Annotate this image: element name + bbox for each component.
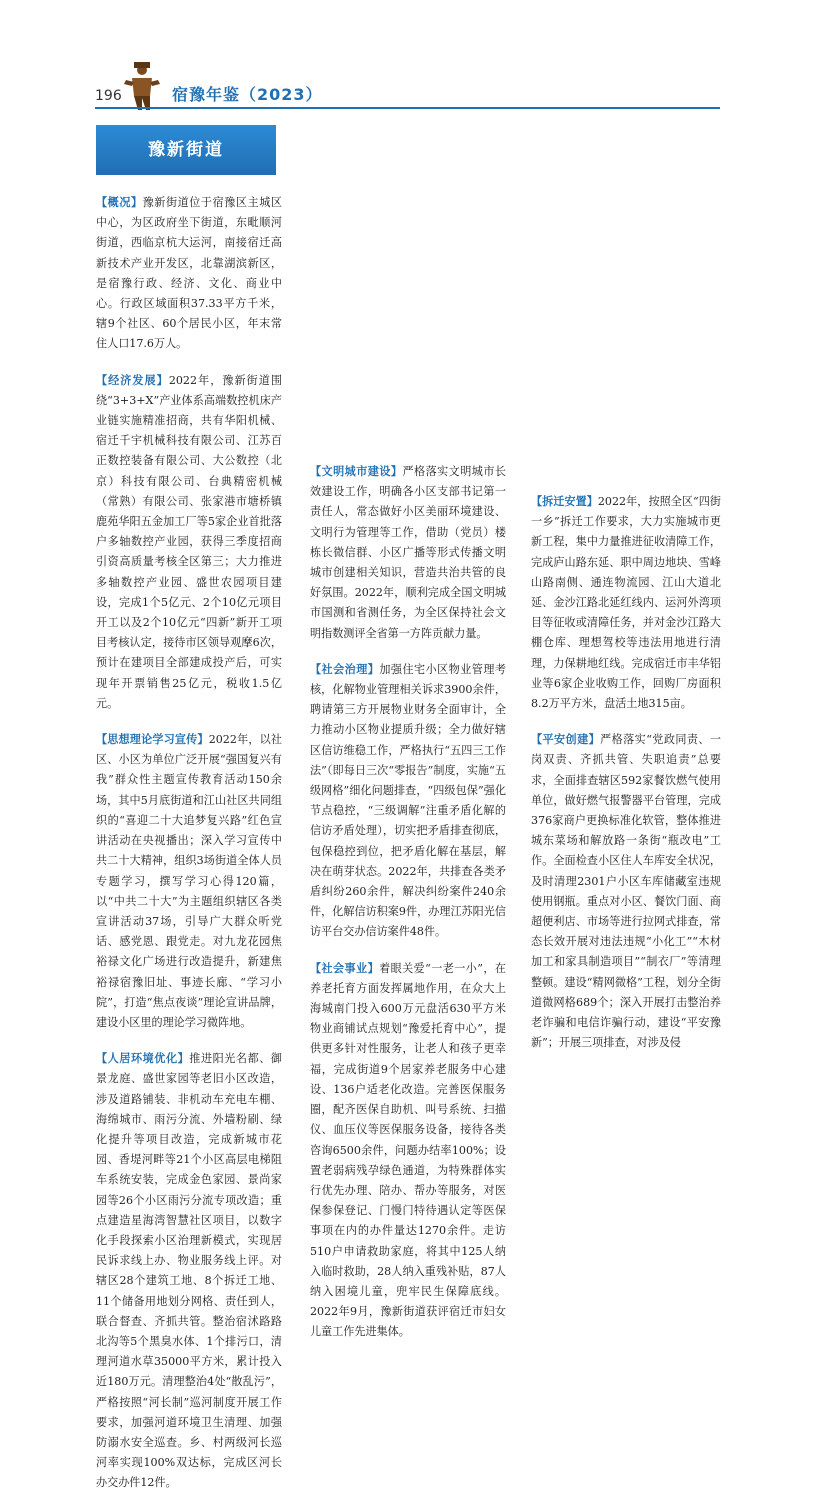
section-overview: 【概况】豫新街道位于宿豫区主城区中心，为区政府坐下街道，东毗顺河街道，西临京杭大运河，南接宿迁高新技术产业开发区，北靠湖滨新区，是宿豫行政、经济、文化、商业中心。行政区域面积37.33平方千米，辖9个社区、60个居民小区，年末常住人口17.6万人。 [96, 196, 282, 351]
section-environment: 【人居环境优化】推进阳光名都、御景龙庭、盛世家园等老旧小区改造，涉及道路铺装、非机动车充电车棚、海绵城市、雨污分流、外墙粉刷、绿化提升等项目改造，完成新城市花园、香堤河畔等21个小区高层电梯阻车系统安装，完成金色家园、景尚家园等26个小区雨污分流专项改造；重点建造星海湾智慧社区项目，以数字化手段探索小区治理新模式，实现居民诉求线上办、物业服务线上评。对辖区28个建筑工地、8个拆迁工地、11个储备用地划分网格、责任到人，联合督查、齐抓共管。整治宿沭路路北沟等5个黑臭水体、1个排污口，清理河道水草35000平方米，累计投入近180万元。清理整治4处“散乱污”，严格按照“河长制”巡河制度开展工作要求，加强河道环境卫生清理、加强防溺水安全巡查。乡、村两级河长巡河率实现100%双达标，完成区河长办交办件12件。 [96, 1052, 282, 1490]
yearbook-figure-icon [120, 60, 164, 110]
section-safety: 【平安创建】严格落实“党政同责、一岗双责、齐抓共管、失职追责”总要求，全面排查辖区592家餐饮燃气使用单位，做好燃气报警器平台管理，完成376家商户更换标准化软管，整体推进城东菜场和解放路一条街“瓶改电”工作。全面检查小区住人车库安全状况，及时清理2301户小区车库储藏室违规使用钢瓶。重点对小区、餐饮门面、商超便利店、市场等进行拉网式排查，常态长效开展对违法违规“小化工”“木材加工和家具制造项目”“制衣厂”等清理整顿。建设“精网微格”工程，划分全街道微网格689个；深入开展打击整治养老诈骗和电信诈骗行动，建设“平安豫新”；开展三项排查，对涉及侵 [531, 733, 721, 1050]
section-social-governance: 【社会治理】加强住宅小区物业管理考核，化解物业管理相关诉求3900余件，聘请第三方开展物业财务全面审计，全力推动小区物业提质升级；全力做好辖区信访维稳工作，严格执行“五四三工作法”（即每日三次“零报告”制度，实施“五级网格”细化问题排查，“四级包保”强化节点稳控，“三级调解”注重矛盾化解的信访矛盾处理），切实把矛盾排查彻底，包保稳控到位，把矛盾化解在基层，解决在萌芽状态。2022年，共排查各类矛盾纠纷260余件，解决纠纷案件240余件，化解信访积案9件，办理江苏阳光信访平台交办信访案件48件。 [310, 662, 506, 939]
text-column-1 [96, 122, 282, 1510]
header-rule [95, 107, 720, 109]
section-civilized-city: 【文明城市建设】严格落实文明城市长效建设工作，明确各小区支部书记第一责任人，常态做好小区美丽环境建设、文明行为管理等工作，借助（党员）楼栋长微信群、小区广播等形式传播文明城市创建相关知识，营造共治共管的良好氛围。2022年，顺利完成全国文明城市国测和省测任务，为全区保持社会文明指数测评全省第一方阵贡献力量。 [310, 465, 506, 640]
yearbook-title: 宿豫年鉴（2023） [172, 85, 323, 104]
section-theory-study: 【思想理论学习宣传】2022年，以社区、小区为单位广泛开展“强国复兴有我”群众性主题宣传教育活动150余场，其中5月底街道和江山社区共同组织的“喜迎二十大追梦复兴路”红色宣讲活动在央视播出；深入学习宣传中共二十大精神，组织3场街道全体人员专题学习，撰写学习心得120篇，以“中共二十大”为主题组织辖区各类宣讲活动37场，引导广大群众听党话、感党恩、跟党走。对九龙花园焦裕禄文化广场进行改造提升，新建焦裕禄宿豫旧址、事迹长廊、“学习小院”，打造“焦点夜谈”理论宣讲品牌，建设小区里的理论学习微阵地。 [96, 733, 282, 1029]
section-demolition: 【拆迁安置】2022年，按照全区“四街一乡”拆迁工作要求，大力实施城市更新工程，集中力量推进征收清障工作，完成庐山路东延、职中周边地块、雪峰山路南侧、通连物流园、江山大道北延、金沙江路北延红线内、运河外湾项目等征收或清障任务，并对金沙江路大棚仓库、理想驾校等违法用地进行清理，力保耕地红线。完成宿迁市丰华铝业等6家企业收购工作，回购厂房面积8.2万平方米，盘活土地315亩。 [531, 495, 721, 711]
article-title: 豫新街道 [96, 125, 276, 175]
text-column-3 [531, 122, 721, 1069]
section-social-affairs: 【社会事业】着眼关爱“一老一小”，在养老托育方面发挥属地作用，在众大上海城南门投入600万元盘活630平方米物业商铺试点规划“豫爱托育中心”，提供更多针对性服务，让老人和孩子更幸福，完成街道9个居家养老服务中心建设、136户适老化改造。完善医保服务圈，配齐医保自助机、叫号系统、扫描仪、血压仪等医保服务设备，接待各类咨询6500余件，问题办结率100%；设置老弱病残孕绿色通道，为特殊群体实行优先办理、陪办、帮办等服务，对医保参保登记、门慢门特待遇认定等医保事项在内的办件量达1270余件。走访510户申请救助家庭，将其中125人纳入临时救助，28人纳入重残补贴，87人纳入困境儿童，兜牢民生保障底线。2022年9月，豫新街道获评宿迁市妇女儿童工作先进集体。 [310, 961, 506, 1339]
page-header [0, 60, 816, 110]
section-economy: 【经济发展】2022年，豫新街道围绕“3+3+X”产业体系高端数控机床产业链实施精准招商，共有华阳机械、宿迁千宇机械科技有限公司、江苏百正数控装备有限公司、大公数控（北京）科技有限公司、台典精密机械（常熟）有限公司、张家港市塘桥镇鹿苑华阳五金加工厂等5家企业首批落户多轴数控产业园，获得三季度招商引资高质量考核全区第三；大力推进多轴数控产业园、盛世农园项目建设，完成1个5亿元、2个10亿元项目开工以及2个10亿元“四新”新开工项目考核认定，接待市区领导观摩6次，预计在建项目全部建成投产后，可实现年开票销售25亿元，税收1.5亿元。 [96, 373, 282, 710]
page-number: 196 [95, 88, 122, 104]
text-column-2 [310, 122, 506, 1359]
